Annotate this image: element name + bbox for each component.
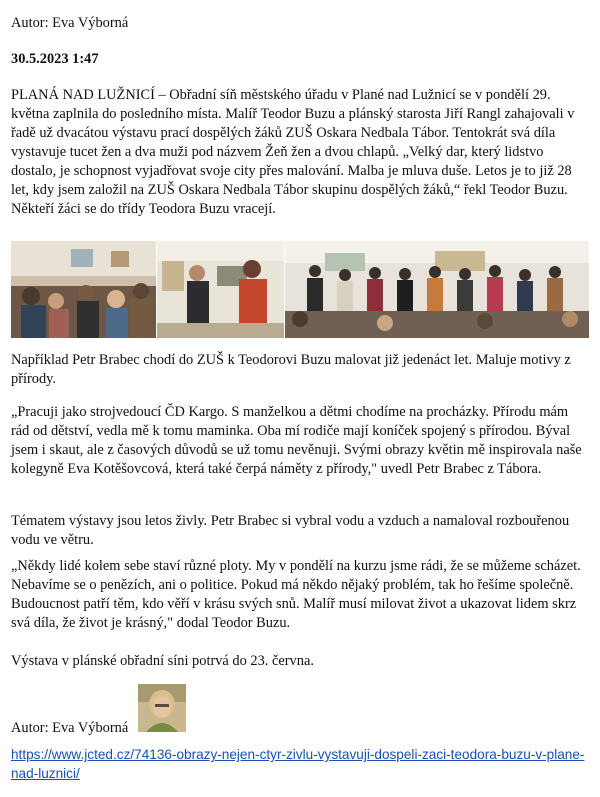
audience-photo: [11, 241, 156, 338]
paragraph-duration: Výstava v plánské obřadní síni potrvá do 23. června.: [11, 653, 314, 669]
article-date: 30.5.2023 1:47: [11, 51, 99, 67]
author-top: Autor: Eva Výborná: [11, 15, 129, 31]
article-link[interactable]: https://www.jcted.cz/74136-obrazy-nejen-ctyr-zivlu-vystavuji-dospeli-zaci-teodora-buzu-v-plane-nad-luznici/: [11, 747, 585, 781]
paragraph-intro: PLANÁ NAD LUŽNICÍ – Obřadní síň městského úřadu v Plané nad Lužnicí se v pondělí 29. května zaplnila do posledního místa. Malíř Teodor Buzu a plánský starosta Jiří Rangl zahajovali v řadě už dvacátou výstavu prací dospělých žáků ZUŠ Oskara Nedbala Tábor. Tentokrát svá díla vystavuje tucet žen a dva muži pod názvem Žeň žen a dvou chlapů. „Velký dar, který lidstvo dostalo, je schopnost vyjadřovat svoje city přes malování. Malba je mluva duše. Letos je to již 28 let, kdy jsem založil na ZUŠ Oskara Nedbala Tábor skupinu dospělých žáků,“ řekl Teodor Buzu. Někteří žáci se do třídy Teodora Buzu vracejí.: [11, 87, 575, 217]
paragraph-theme: Tématem výstavy jsou letos živly. Petr Brabec si vybral vodu a vzduch a namaloval rozbouřenou vodu ve větru.: [11, 513, 570, 548]
paragraph-buzu-quote: „Někdy lidé kolem sebe staví různé ploty. My v pondělí na kurzu jsme rádi, že se můžeme scházet. Nebavíme se o penězích, ani o politice. Pokud má někdo nějaký problém, tak ho řešíme společně. Budoucnost patří těm, kdo věří v krásu svých snů. Malíř musí milovat život a ukazovat lidem skrz svá díla, že život je krásný," dodal Teodor Buzu.: [11, 558, 581, 631]
paragraph-brabec-quote: „Pracuji jako strojvedoucí ČD Kargo. S manželkou a dětmi chodíme na procházky. Přírodu mám rád od dětství, vedla mě k tomu maminka. Oba mí rodiče mají koníček spojený s přírodou. Býval jsem i skaut, ale z časových důvodů se už tomu nevěnuji. Svými obrazy květin mě inspirovala naše kolegyně Eva Kotěšovcová, která také čerpá náměty z přírody," uvedl Petr Brabec z Tábora.: [11, 404, 582, 477]
author-bottom: Autor: Eva Výborná: [11, 720, 129, 736]
speakers-photo: [157, 241, 284, 338]
photo-strip: [11, 241, 589, 338]
author-portrait-photo: [138, 684, 186, 732]
paragraph-brabec-intro: Například Petr Brabec chodí do ZUŠ k Teodorovi Buzu malovat již jedenáct let. Maluje motivy z přírody.: [11, 352, 571, 387]
group-photo: [285, 241, 589, 338]
